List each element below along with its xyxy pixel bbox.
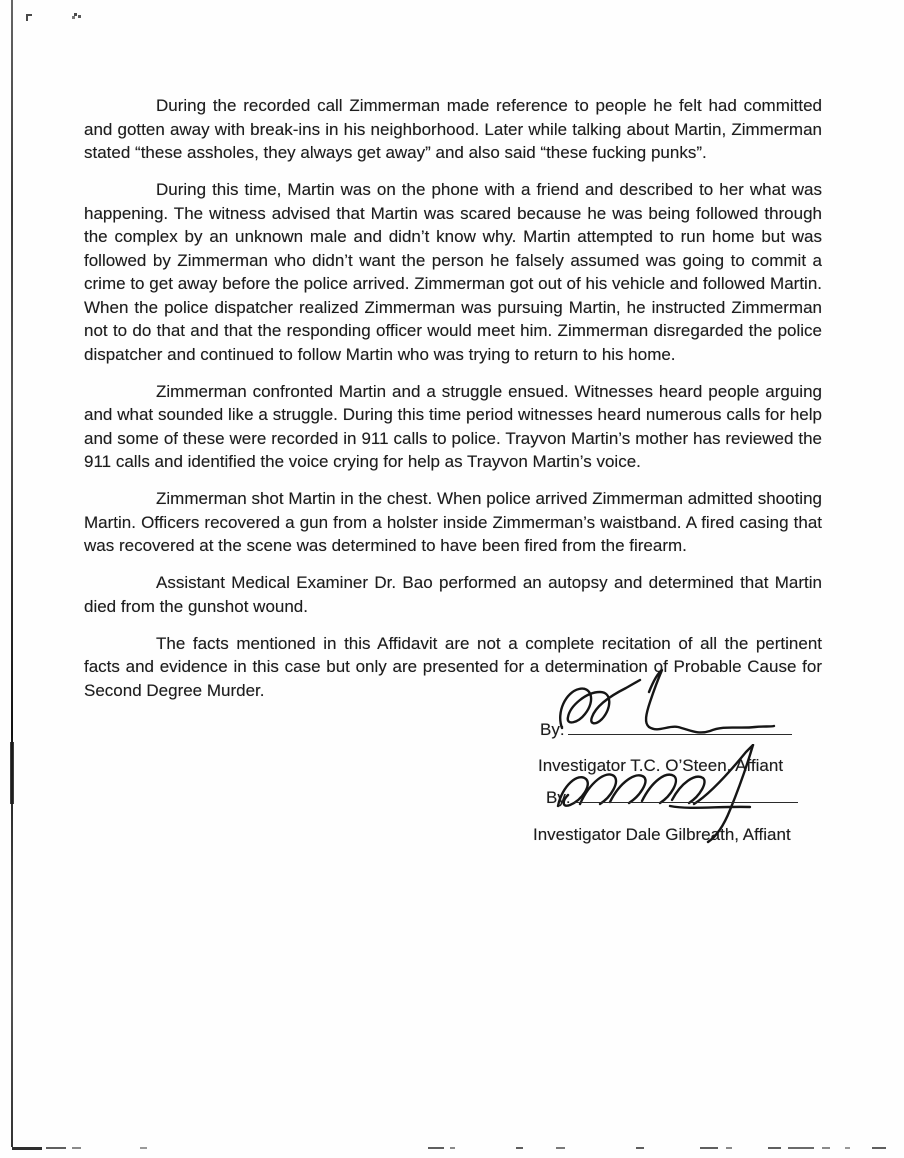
scan-artifact-bottom-edge — [0, 1145, 904, 1153]
affidavit-paragraph: Assistant Medical Examiner Dr. Bao performed an autopsy and determined that Martin died from the gunshot wound. — [84, 573, 822, 616]
signature-line — [568, 720, 792, 735]
affidavit-paragraph: During the recorded call Zimmerman made reference to people he felt had committed and gotten away with break-ins in his neighborhood. Later while talking about Martin, Zimmerman stated “these assholes, they always get away” and also said “these fucking punks”. — [84, 96, 822, 162]
scan-artifact-speck — [26, 14, 32, 16]
affidavit-paragraph: Zimmerman confronted Martin and a struggle ensued. Witnesses heard people arguing and what sounded like a struggle. During this time period witnesses heard numerous calls for help and some of these were recorded in 911 calls to police. Trayvon Martin’s mother has reviewed the 911 calls and identified the voice crying for help as Trayvon Martin’s voice. — [84, 381, 822, 471]
by-label: By: — [540, 720, 565, 739]
affidavit-paragraph: The facts mentioned in this Affidavit are not a complete recitation of all the pertinent facts and evidence in this case but only are presented for a determination of Probable Cause for Second Degree Murder. — [84, 633, 822, 700]
scan-artifact-speck — [74, 13, 77, 16]
signature-row — [546, 786, 842, 810]
signature-row — [540, 718, 842, 742]
scan-artifact-left-edge — [11, 0, 13, 1147]
affiant-name: Investigator T.C. O’Steen, Affiant — [538, 755, 784, 775]
affiant-name: Investigator Dale Gilbreath, Affiant — [533, 824, 791, 844]
signature-block — [533, 718, 842, 868]
affidavit-body — [84, 94, 822, 868]
scan-artifact-left-blot — [10, 742, 14, 804]
affidavit-paragraph: During this time, Martin was on the phone with a friend and described to her what was happening. The witness advised that Martin was scared because he was being followed through the complex by an unknown male and didn’t know why. Martin attempted to run home but was followed by Zimmerman who didn’t want the person he falsely assumed was going to commit a crime to get away before the police arrived. Zimmerman got out of his vehicle and followed Martin. When the police dispatcher realized Zimmerman was pursuing Martin, he instructed Zimmerman not to do that and that the responding officer would meet him. Zimmerman disregarded the police dispatcher and continued to follow Martin who was trying to return to his home. — [84, 180, 822, 364]
by-label: By: — [546, 788, 571, 807]
signature-line — [574, 788, 798, 803]
affidavit-paragraph: Zimmerman shot Martin in the chest. When police arrived Zimmerman admitted shooting Martin. Officers recovered a gun from a holster inside Zimmerman’s waistband. A fired casing that was recovered at the scene was determined to have been fired from the firearm. — [84, 489, 822, 555]
